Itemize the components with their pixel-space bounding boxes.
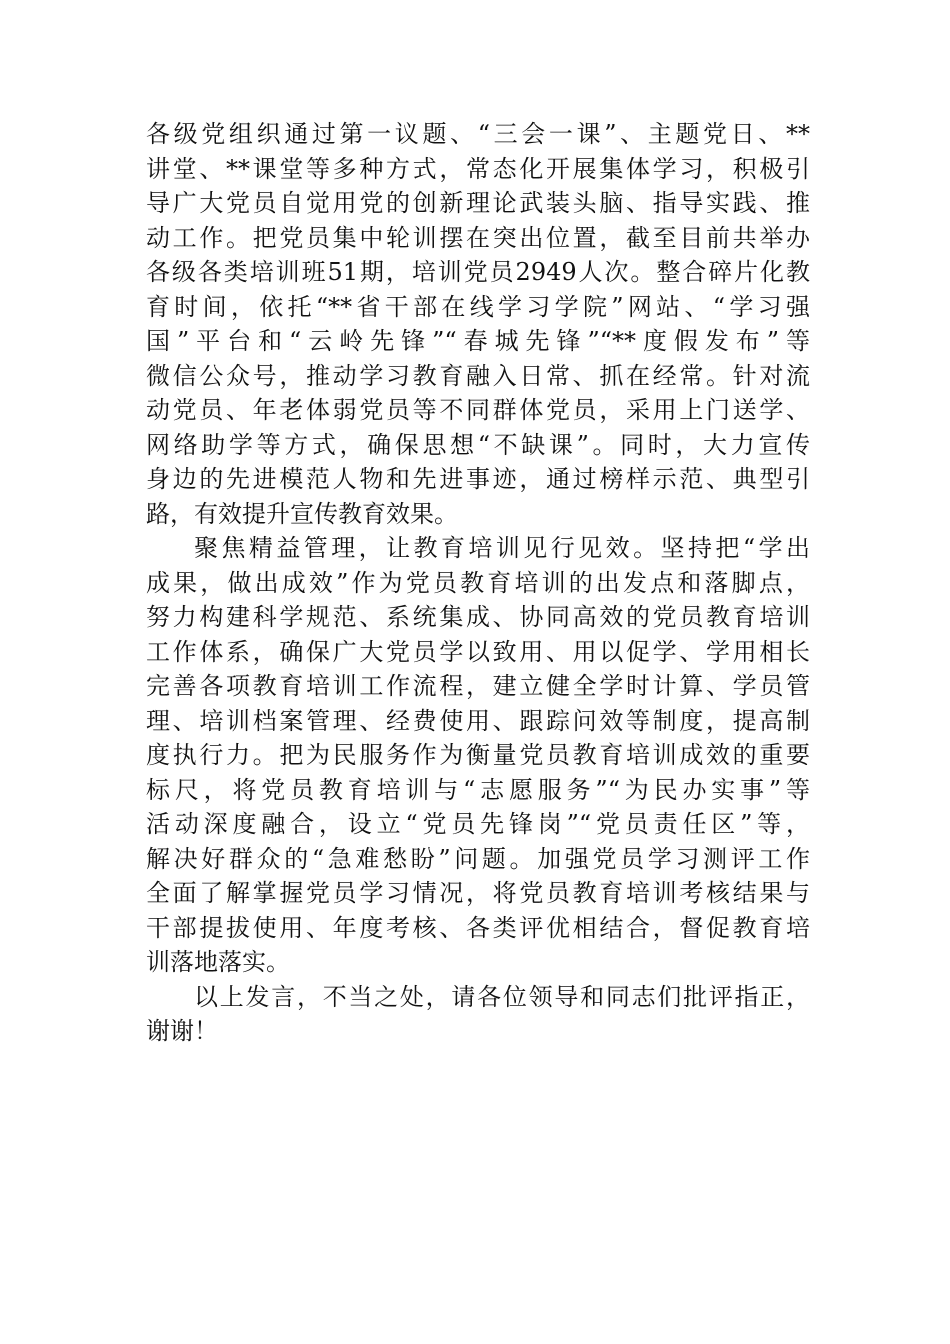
paragraph-3 xyxy=(146,980,810,1049)
paragraph-line: 理、培训档案管理、经费使用、跟踪问效等制度，提高制 xyxy=(146,706,810,735)
paragraph-line: 育时间，依托“**省干部在线学习学院”网站、“学习强 xyxy=(146,292,810,321)
paragraph-line: 度执行力。把为民服务作为衡量党员教育培训成效的重要 xyxy=(146,741,810,769)
paragraph-line: 解决好群众的“急难愁盼”问题。加强党员学习测评工作 xyxy=(146,844,810,873)
paragraph-2 xyxy=(146,531,810,980)
paragraph-line: 完善各项教育培训工作流程，建立健全学时计算、学员管 xyxy=(146,672,810,700)
document-body xyxy=(146,117,810,1049)
paragraph-line: 以上发言，不当之处，请各位领导和同志们批评指正， xyxy=(194,982,810,1011)
paragraph-line: 聚焦精益管理，让教育培训见行见效。坚持把“学出 xyxy=(194,534,810,562)
paragraph-1 xyxy=(146,117,810,531)
paragraph-line: 全面了解掌握党员学习情况，将党员教育培训考核结果与 xyxy=(146,879,810,907)
paragraph-line: 导广大党员自觉用党的创新理论武装头脑、指导实践、推 xyxy=(146,189,810,217)
paragraph-line: 标尺，将党员教育培训与“志愿服务”“为民办实事”等 xyxy=(146,775,810,804)
paragraph-line: 训落地落实。 xyxy=(146,948,290,976)
paragraph-line: 各级党组织通过第一议题、“三会一课”、主题党日、** xyxy=(146,120,810,148)
paragraph-line: 身边的先进模范人物和先进事迹，通过榜样示范、典型引 xyxy=(146,465,810,493)
paragraph-line: 讲堂、**课堂等多种方式，常态化开展集体学习，积极引 xyxy=(146,154,810,183)
paragraph-line: 成果，做出成效”作为党员教育培训的出发点和落脚点， xyxy=(146,568,810,597)
paragraph-line: 动工作。把党员集中轮训摆在突出位置，截至目前共举办 xyxy=(146,223,810,252)
paragraph-line: 努力构建科学规范、系统集成、协同高效的党员教育培训 xyxy=(146,603,810,631)
paragraph-line: 活动深度融合，设立“党员先锋岗”“党员责任区”等， xyxy=(146,810,810,838)
paragraph-line: 微信公众号，推动学习教育融入日常、抓在经常。针对流 xyxy=(146,361,810,390)
paragraph-line: 路，有效提升宣传教育效果。 xyxy=(146,499,458,528)
paragraph-line: 动党员、年老体弱党员等不同群体党员，采用上门送学、 xyxy=(146,396,810,424)
paragraph-line: 网络助学等方式，确保思想“不缺课”。同时，大力宣传 xyxy=(146,430,810,459)
paragraph-line: 各级各类培训班51期，培训党员2949人次。整合碎片化教 xyxy=(146,258,810,286)
paragraph-line: 国”平台和“云岭先锋”“春城先锋”“**度假发布”等 xyxy=(146,327,810,355)
paragraph-line: 谢谢！ xyxy=(146,1017,218,1045)
paragraph-line: 干部提拔使用、年度考核、各类评优相结合，督促教育培 xyxy=(146,913,810,942)
paragraph-line: 工作体系，确保广大党员学以致用、用以促学、学用相长 xyxy=(146,637,810,666)
